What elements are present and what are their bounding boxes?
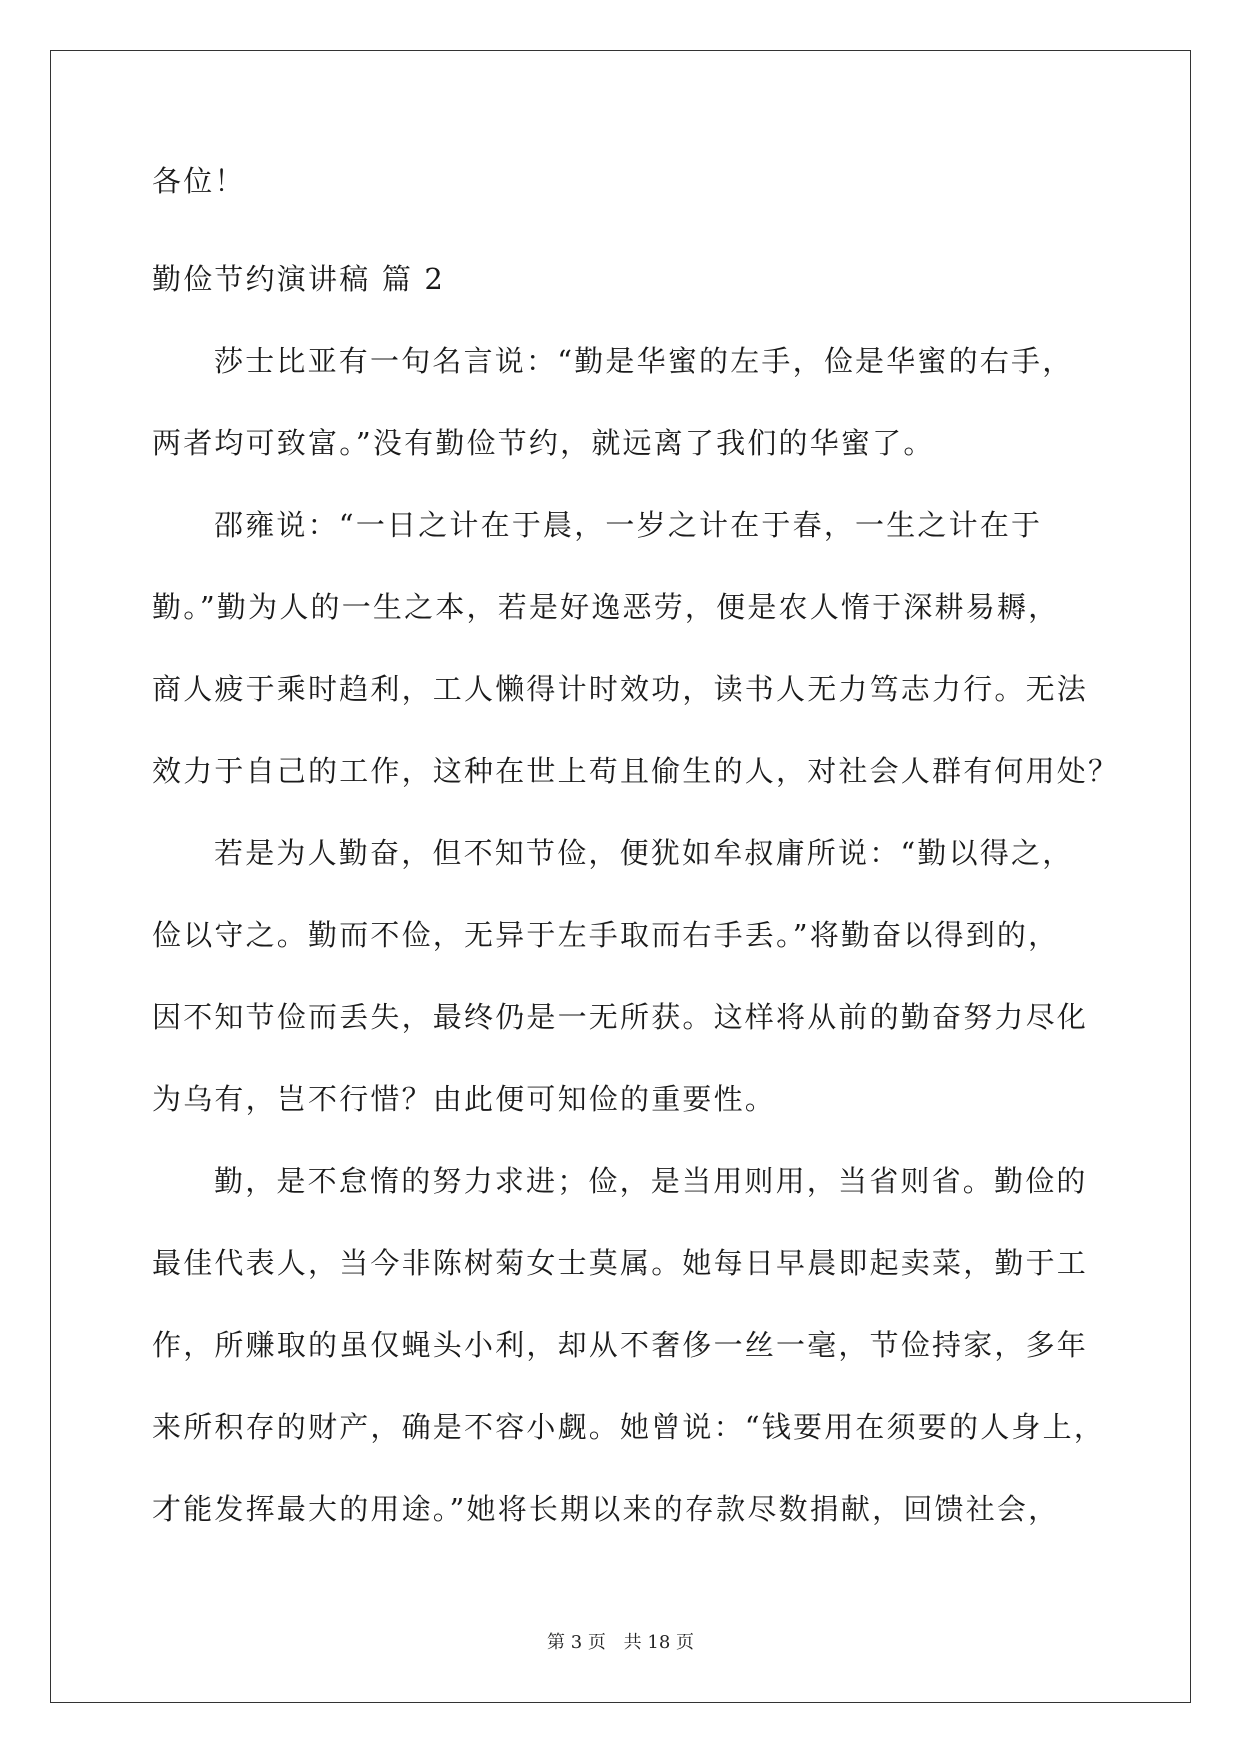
paragraph-line: 邵雍说：“一日之计在于晨，一岁之计在于春，一生之计在于 <box>214 508 1043 542</box>
page-number: 第 3 页 <box>547 1632 606 1653</box>
paragraph-line: 因不知节俭而丢失，最终仍是一无所获。这样将从前的勤奋努力尽化 <box>152 1000 1089 1034</box>
page-footer <box>0 1628 1241 1654</box>
paragraph-line: 商人疲于乘时趋利，工人懒得计时效功，读书人无力笃志力行。无法 <box>152 672 1089 706</box>
paragraph-line: 效力于自己的工作，这种在世上苟且偷生的人，对社会人群有何用处？ <box>152 754 1120 788</box>
paragraph-line: 来所积存的财产，确是不容小觑。她曾说：“钱要用在须要的人身上， <box>152 1410 1106 1444</box>
text-line: 各位！ <box>152 164 246 198</box>
paragraph-line: 最佳代表人，当今非陈树菊女士莫属。她每日早晨即起卖菜，勤于工 <box>152 1246 1089 1280</box>
paragraph-line: 为乌有，岂不行惜？由此便可知俭的重要性。 <box>152 1082 777 1116</box>
paragraph-line: 作，所赚取的虽仅蝇头小利，却从不奢侈一丝一毫，节俭持家，多年 <box>152 1328 1089 1362</box>
paragraph-line: 勤，是不怠惰的努力求进；俭，是当用则用，当省则省。勤俭的 <box>214 1164 1088 1198</box>
paragraph-line: 若是为人勤奋，但不知节俭，便犹如牟叔庸所说：“勤以得之， <box>214 836 1074 870</box>
page-total: 共 18 页 <box>623 1632 694 1653</box>
paragraph-line: 莎士比亚有一句名言说：“勤是华蜜的左手，俭是华蜜的右手， <box>214 344 1074 378</box>
paragraph-line: 勤。”勤为人的一生之本，若是好逸恶劳，便是农人惰于深耕易耨， <box>152 590 1060 624</box>
paragraph-line: 俭以守之。勤而不俭，无异于左手取而右手丢。”将勤奋以得到的， <box>152 918 1060 952</box>
paragraph-line: 才能发挥最大的用途。”她将长期以来的存款尽数捐献，回馈社会， <box>152 1492 1060 1526</box>
paragraph-line: 两者均可致富。”没有勤俭节约，就远离了我们的华蜜了。 <box>152 426 935 460</box>
section-heading: 勤俭节约演讲稿 篇 2 <box>152 262 446 296</box>
document-body <box>152 164 1120 1550</box>
